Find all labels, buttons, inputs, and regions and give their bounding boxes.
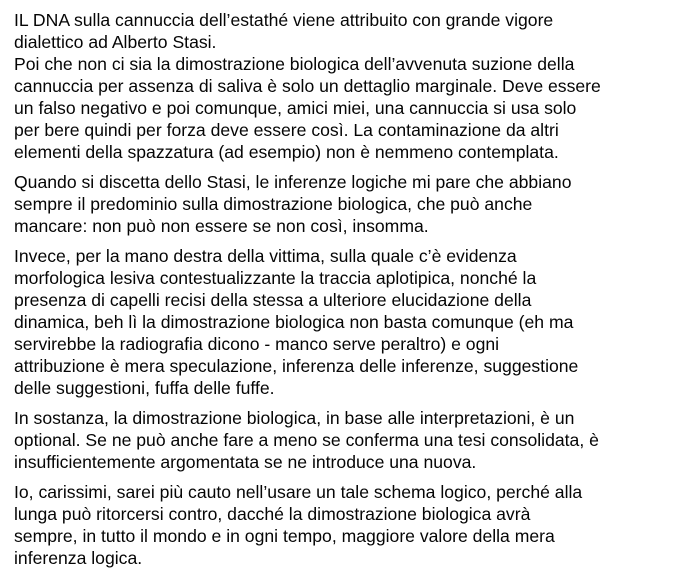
post-line: mancare: non può non essere se non così, insomma. (14, 216, 429, 236)
post-line: delle suggestioni, fuffa delle fuffe. (14, 378, 275, 398)
post-line: morfologica lesiva contestualizzante la traccia aplotipica, nonché la (14, 268, 537, 288)
post-line: sempre, in tutto il mondo e in ogni tempo, maggiore valore della mera (14, 526, 555, 546)
post-line: per bere quindi per forza deve essere così. La contaminazione da altri (14, 120, 559, 140)
post-line: un falso negativo e poi comunque, amici miei, una cannuccia si usa solo (14, 98, 577, 118)
post-line: dialettico ad Alberto Stasi. (14, 32, 217, 52)
post-text (14, 9, 680, 577)
post-line: Quando si discetta dello Stasi, le inferenze logiche mi pare che abbiano (14, 172, 572, 192)
post-line: sempre il predominio sulla dimostrazione biologica, che può anche (14, 194, 533, 214)
post-line: In sostanza, la dimostrazione biologica, in base alle interpretazioni, è un (14, 408, 575, 428)
post-line: inferenza logica. (14, 548, 143, 568)
post-line: attribuzione è mera speculazione, inferenza delle inferenze, suggestione (14, 356, 579, 376)
post-line: servirebbe la radiografia dicono - manco serve peraltro) e ogni (14, 334, 500, 354)
post-line: lunga può ritorcersi contro, dacché la dimostrazione biologica avrà (14, 504, 531, 524)
post-line: cannuccia per assenza di saliva è solo un dettaglio marginale. Deve essere (14, 76, 601, 96)
post-paragraph-5 (14, 481, 680, 569)
post-paragraph-2 (14, 171, 680, 237)
post-line: Io, carissimi, sarei più cauto nell’usare un tale schema logico, perché alla (14, 482, 583, 502)
post-line: insufficientemente argomentata se ne introduce una nuova. (14, 452, 477, 472)
post-paragraph-4 (14, 407, 680, 473)
post-line: presenza di capelli recisi della stessa a ulteriore elucidazione della (14, 290, 532, 310)
post-line: optional. Se ne può anche fare a meno se conferma una tesi consolidata, è (14, 430, 599, 450)
post-paragraph-1 (14, 9, 680, 163)
post-line: elementi della spazzatura (ad esempio) non è nemmeno contemplata. (14, 142, 559, 162)
post-line: IL DNA sulla cannuccia dell’estathé viene attribuito con grande vigore (14, 10, 554, 30)
post-paragraph-3 (14, 245, 680, 399)
post-line: Invece, per la mano destra della vittima, sulla quale c’è evidenza (14, 246, 517, 266)
post-line: Poi che non ci sia la dimostrazione biologica dell’avvenuta suzione della (14, 54, 575, 74)
post-line: dinamica, beh lì la dimostrazione biologica non basta comunque (eh ma (14, 312, 574, 332)
